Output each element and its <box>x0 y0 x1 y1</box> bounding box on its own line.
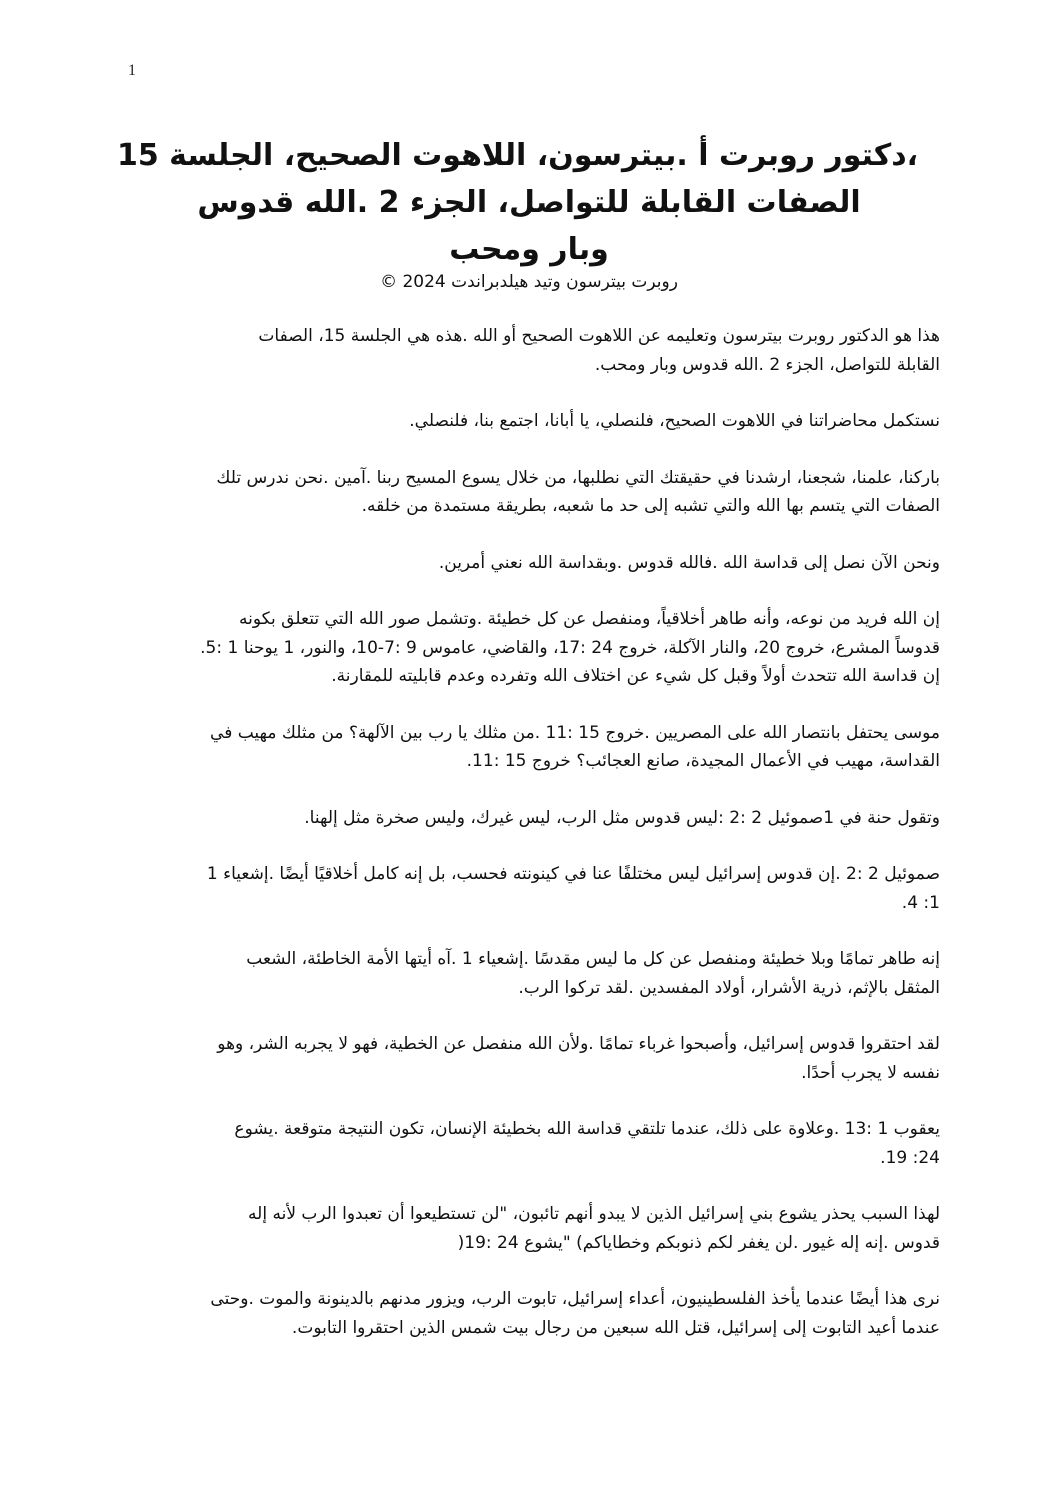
paragraph <box>132 1285 940 1342</box>
paragraph <box>132 804 940 833</box>
text-line: قدوس .إنه إله غيور .لن يغفر لكم ذنوبكم وخطاياكم) "يشوع 24 :19( <box>457 1232 940 1253</box>
text-line: لقد احتقروا قدوس إسرائيل، وأصبحوا غرباء تمامًا .ولأن الله منفصل عن الخطية، فهو لا يجربه الشر، وهو <box>217 1034 940 1054</box>
paragraph <box>132 719 940 776</box>
text-line: لهذا السبب يحذر يشوع بني إسرائيل الذين لا يبدو أنهم تائبون، "لن تستطيعوا أن تعبدوا الرب لأنه إله <box>248 1204 940 1224</box>
text-line: 1: 4. <box>901 892 940 913</box>
paragraph <box>132 1200 940 1257</box>
paragraph <box>132 549 940 578</box>
authors-copyright: روبرت بيترسون وتيد هيلدبراندت 2024 © <box>380 272 678 292</box>
title-line: ،دكتور روبرت أ .بيترسون، اللاهوت الصحيح، الجلسة 15 <box>116 138 918 173</box>
document-body <box>132 322 940 1370</box>
text-line: وتقول حنة في 1صموئيل 2 :2 :ليس قدوس مثل الرب، ليس غيرك، وليس صخرة مثل إلهنا. <box>304 807 940 828</box>
paragraph <box>132 407 940 436</box>
text-line: نستكمل محاضراتنا في اللاهوت الصحيح، فلنصلي، يا أبانا، اجتمع بنا، فلنصلي. <box>409 411 940 431</box>
text-line: إنه طاهر تمامًا وبلا خطيئة ومنفصل عن كل ما ليس مقدسًا .إشعياء 1 .آه أيتها الأمة الخاطئة، الشعب <box>246 949 940 969</box>
text-line: الصفات التي يتسم بها الله والتي تشبه إلى حد ما شعبه، بطريقة مستمدة من خلقه. <box>361 496 940 516</box>
text-line: إن الله فريد من نوعه، وأنه طاهر أخلاقياً، ومنفصل عن كل خطيئة .وتشمل صور الله التي تتعلق بكونه <box>239 609 940 629</box>
paragraph <box>132 464 940 521</box>
text-line: نرى هذا أيضًا عندما يأخذ الفلسطينيون، أعداء إسرائيل، تابوت الرب، ويزور مدنهم بالدينونة والموت .وحتى <box>210 1289 940 1309</box>
text-line: قدوساً المشرع، خروج 20، والنار الآكلة، خروج 24 :17، والقاضي، عاموس 9 :7-10، والنور، 1 يوحنا 1 :5. <box>200 637 940 658</box>
page-number: 1 <box>128 62 136 79</box>
text-line: يعقوب 1 :13 .وعلاوة على ذلك، عندما تلتقي قداسة الله بخطيئة الإنسان، تكون النتيجة متوقعة .يشوع <box>234 1119 940 1139</box>
text-line: نفسه لا يجرب أحدًا. <box>801 1062 940 1083</box>
paragraph <box>132 1115 940 1172</box>
text-line: ونحن الآن نصل إلى قداسة الله .فالله قدوس .وبقداسة الله نعني أمرين. <box>438 552 940 573</box>
paragraph <box>132 945 940 1002</box>
text-line: موسى يحتفل بانتصار الله على المصريين .خروج 15 :11 .من مثلك يا رب بين الآلهة؟ من مثلك مهيب في <box>210 722 940 743</box>
text-line: المثقل بالإثم، ذرية الأشرار، أولاد المفسدين .لقد تركوا الرب. <box>518 977 940 998</box>
title-line: الصفات القابلة للتواصل، الجزء 2 .الله قدوس <box>197 185 861 220</box>
title-line: وبار ومحب <box>449 232 609 267</box>
text-line: إن قداسة الله تتحدث أولاً وقبل كل شيء عن اختلاف الله وتفرده وعدم قابليته للمقارنة. <box>331 666 940 686</box>
paragraph <box>132 860 940 917</box>
text-line: صموئيل 2 :2 .إن قدوس إسرائيل ليس مختلفًا عنا في كينونته فحسب، بل إنه كامل أخلاقيًا أيضًا .إشعياء 1 <box>206 864 940 884</box>
paragraph <box>132 1030 940 1087</box>
page-title <box>116 132 918 273</box>
text-line: القابلة للتواصل، الجزء 2 .الله قدوس وبار ومحب. <box>594 354 940 375</box>
text-line: عندما أعيد التابوت إلى إسرائيل، قتل الله سبعين من رجال بيت شمس الذين احتقروا التابوت. <box>291 1317 940 1338</box>
text-line: هذا هو الدكتور روبرت بيترسون وتعليمه عن اللاهوت الصحيح أو الله .هذه هي الجلسة 15، الصفات <box>258 326 940 346</box>
text-line: باركنا، علمنا، شجعنا، ارشدنا في حقيقتك التي نطلبها، من خلال يسوع المسيح ربنا .آمين .نحن ندرس تلك <box>216 467 940 488</box>
paragraph <box>132 605 940 691</box>
text-line: 24: 19. <box>880 1147 940 1168</box>
paragraph <box>132 322 940 379</box>
text-line: القداسة، مهيب في الأعمال المجيدة، صانع العجائب؟ خروج 15 :11. <box>466 751 940 771</box>
